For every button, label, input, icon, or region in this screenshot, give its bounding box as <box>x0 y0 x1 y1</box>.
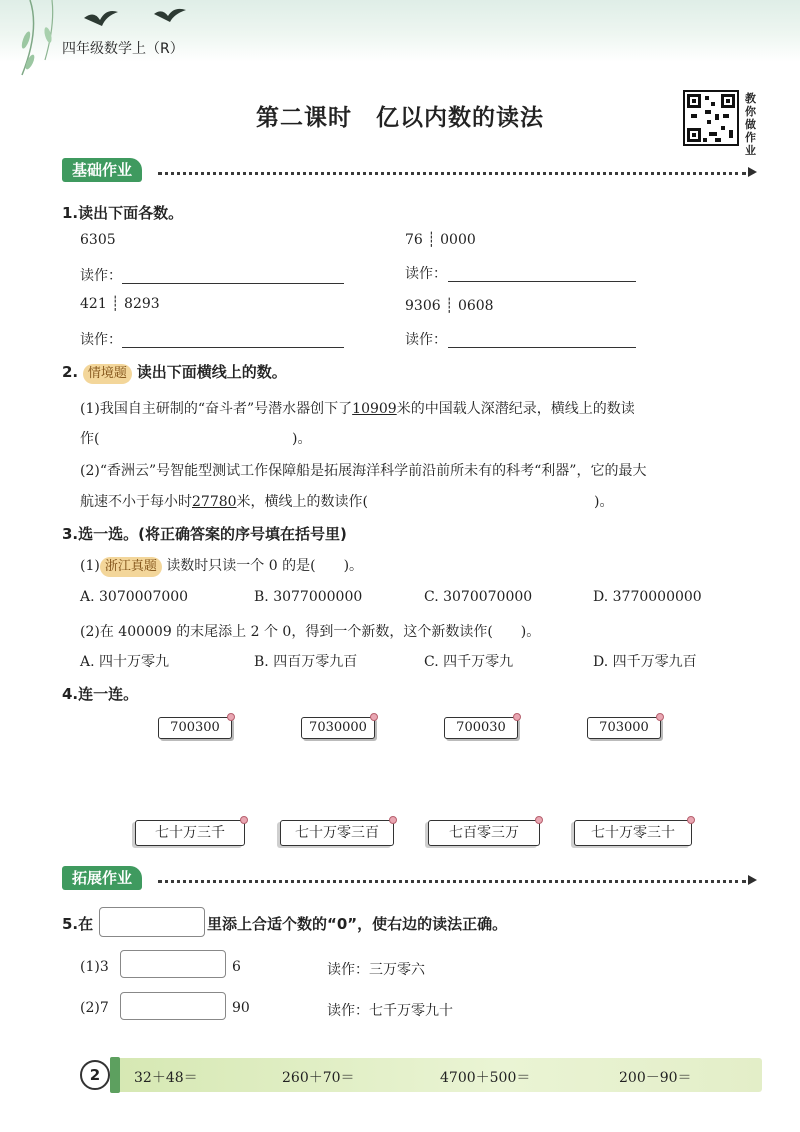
row-2-prefix: (2)7 <box>80 1000 109 1016</box>
word-card[interactable]: 七十万零三百 <box>280 820 394 846</box>
option-a[interactable]: A. 四十万零九 <box>80 654 170 670</box>
answer-line[interactable] <box>448 281 636 282</box>
text-segment: 读数时只读一个 0 的是( )。 <box>166 558 364 574</box>
number-item: 76 ┊ 0000 <box>405 232 476 248</box>
question-5-prompt-rest: 里添上合适个数的“0”，使右边的读法正确。 <box>207 915 508 933</box>
question-number: 5. <box>62 915 79 933</box>
question-prompt: 连一连。 <box>78 685 139 703</box>
question-5-heading <box>62 913 93 934</box>
pin-icon <box>227 713 235 721</box>
row-1-prefix: (1)3 <box>80 959 109 975</box>
word-card[interactable]: 七百零三万 <box>428 820 540 846</box>
number-item: 421 ┊ 8293 <box>80 296 160 312</box>
text-segment: (1)我国自主研制的“奋斗者”号潜水器创下了 <box>80 401 353 417</box>
arrow-right-icon <box>748 167 757 177</box>
pin-icon <box>656 713 664 721</box>
underlined-number: 10909 <box>352 401 397 417</box>
read-label: 读作： <box>405 332 447 348</box>
question-2-part-2-line-2 <box>80 491 368 511</box>
option-c[interactable]: C. 3070070000 <box>424 589 533 605</box>
question-3-sub-1 <box>80 555 363 577</box>
question-prompt: 选一选。(将正确答案的序号填在括号里) <box>78 525 347 543</box>
text-segment: (1) <box>80 558 100 574</box>
text-segment: 航速不小于每小时 <box>80 494 192 510</box>
question-2-heading <box>62 361 287 384</box>
answer-line[interactable] <box>122 283 344 284</box>
question-4-heading <box>62 683 138 704</box>
section-divider <box>158 880 746 883</box>
option-d[interactable]: D. 四千万零九百 <box>593 654 697 670</box>
mental-calc: 4700＋500＝ <box>440 1070 531 1086</box>
option-b[interactable]: B. 3077000000 <box>254 589 363 605</box>
qr-caption: 教你做作业 <box>745 92 756 157</box>
option-c[interactable]: C. 四千万零九 <box>424 654 514 670</box>
question-prompt: 读出下面各数。 <box>78 204 184 222</box>
swallow-birds-icon <box>82 4 192 34</box>
question-number: 4. <box>62 685 79 703</box>
underlined-number: 27780 <box>192 494 237 510</box>
answer-line[interactable] <box>122 347 344 348</box>
question-number: 2. <box>62 363 79 381</box>
answer-line[interactable] <box>448 347 636 348</box>
example-input-box <box>99 907 205 937</box>
answer-paren-open: 作( <box>80 431 100 447</box>
read-label: 读作： <box>80 268 122 284</box>
question-number: 1. <box>62 204 79 222</box>
page-title: 第二课时 亿以内数的读法 <box>256 105 544 131</box>
pin-icon <box>535 816 543 824</box>
number-card[interactable]: 700300 <box>158 717 232 739</box>
question-3-sub-2: (2)在 400009 的末尾添上 2 个 0，得到一个新数，这个新数读作( )。 <box>80 624 541 640</box>
qr-code[interactable] <box>683 90 739 146</box>
row-2-suffix: 90 <box>232 1000 250 1016</box>
question-1-heading <box>62 202 183 223</box>
question-2-part-2: (2)“香洲云”号智能型测试工作保障船是拓展海洋科学前沿前所未有的科考“利器”，它的最大 <box>80 463 647 479</box>
number-card[interactable]: 700030 <box>444 717 518 739</box>
section-divider <box>158 172 746 175</box>
zero-input-box-1[interactable] <box>120 950 226 978</box>
exam-tag: 浙江真题 <box>100 557 162 577</box>
arrow-right-icon <box>748 875 757 885</box>
option-d[interactable]: D. 3770000000 <box>593 589 702 605</box>
pin-icon <box>240 816 248 824</box>
pin-icon <box>687 816 695 824</box>
mental-calc: 32＋48＝ <box>134 1070 198 1086</box>
option-a[interactable]: A. 3070007000 <box>80 589 189 605</box>
question-prompt: 读出下面横线上的数。 <box>136 363 287 381</box>
section-extended-tab: 拓展作业 <box>62 866 142 890</box>
pin-icon <box>370 713 378 721</box>
mental-calc: 200－90＝ <box>619 1070 692 1086</box>
footer-bar-accent <box>110 1057 120 1093</box>
answer-paren-close: )。 <box>292 431 312 447</box>
pin-icon <box>389 816 397 824</box>
zero-input-box-2[interactable] <box>120 992 226 1020</box>
read-label: 读作： <box>80 332 122 348</box>
book-header: 四年级数学上（R） <box>62 41 184 57</box>
question-3-heading <box>62 523 347 544</box>
number-card[interactable]: 7030000 <box>301 717 375 739</box>
qr-pattern-icon <box>685 92 737 144</box>
mental-calc: 260＋70＝ <box>282 1070 355 1086</box>
number-item: 6305 <box>80 232 116 248</box>
question-prompt: 在 <box>78 915 94 933</box>
number-card[interactable]: 703000 <box>587 717 661 739</box>
text-segment: 米，横线上的数读作( <box>236 494 369 510</box>
scenario-tag: 情境题 <box>83 364 132 384</box>
number-item: 9306 ┊ 0608 <box>405 298 494 314</box>
page-number: 2 <box>80 1060 110 1090</box>
read-label: 读作： <box>405 266 447 282</box>
row-2-reading: 读作：七千万零九十 <box>327 1003 453 1019</box>
pin-icon <box>513 713 521 721</box>
word-card[interactable]: 七十万零三十 <box>574 820 692 846</box>
row-1-reading: 读作：三万零六 <box>327 962 425 978</box>
section-basic-tab: 基础作业 <box>62 158 142 182</box>
question-2-part-1 <box>80 398 635 418</box>
row-1-suffix: 6 <box>232 959 241 975</box>
word-card[interactable]: 七十万三千 <box>135 820 245 846</box>
option-b[interactable]: B. 四百万零九百 <box>254 654 358 670</box>
text-segment: 米的中国载人深潜纪录，横线上的数读 <box>396 401 635 417</box>
question-number: 3. <box>62 525 79 543</box>
answer-paren-close: )。 <box>594 494 614 510</box>
